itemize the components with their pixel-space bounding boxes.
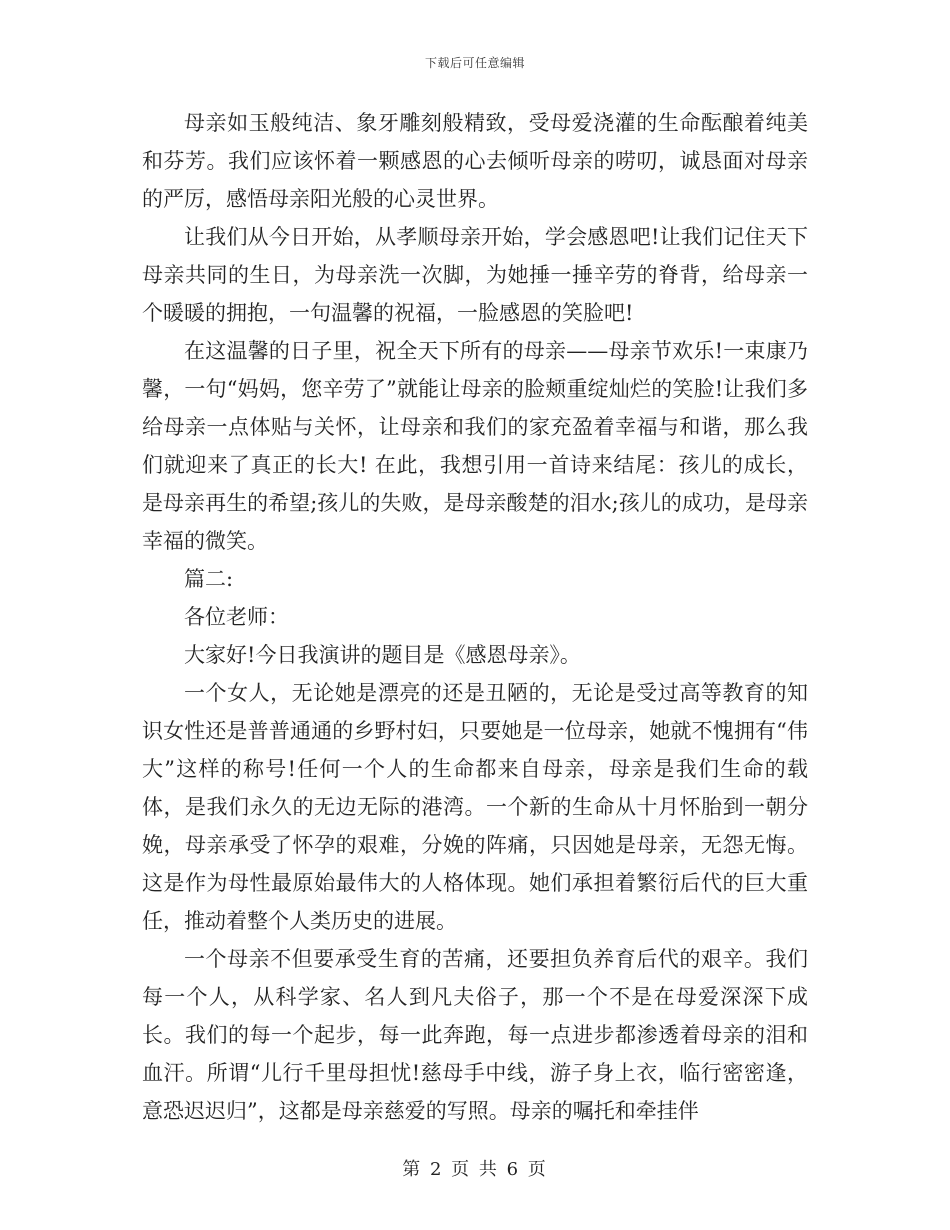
paragraph-8: 一个母亲不但要承受生育的苦痛，还要担负养育后代的艰辛。我们每一个人，从科学家、名人到凡夫俗子，那一个不是在母爱深深下成长。我们的每一个起步，每一此奔跑，每一点进步都渗透着母亲的泪和血汗。所谓“儿行千里母担忧!慈母手中线，游子身上衣，临行密密逢，意恐迟迟归”，这都是母亲慈爱的写照。母亲的嘱托和牵挂伴 [142, 947, 808, 1123]
paragraph-3: 在这温馨的日子里，祝全天下所有的母亲——母亲节欢乐!一束康乃馨，一句“妈妈，您辛劳了”就能让母亲的脸颊重绽灿烂的笑脸!让我们多给母亲一点体贴与关怀，让母亲和我们的家充盈着幸福与和谐，那么我们就迎来了真正的长大! 在此，我想引用一首诗来结尾：孩儿的成长，是母亲再生的希望;孩儿的失败，是母亲酸楚的泪水;孩儿的成功，是母亲幸福的微笑。 [142, 339, 808, 553]
speech-opening: 大家好!今日我演讲的题目是《感恩母亲》。 [184, 643, 581, 667]
paragraph-1: 母亲如玉般纯洁、象牙雕刻般精致，受母爱浇灌的生命酝酿着纯美和芬芳。我们应该怀着一颗感恩的心去倾听母亲的唠叨，诚恳面对母亲的严厉，感悟母亲阳光般的心灵世界。 [142, 111, 808, 211]
page-header: 下载后可任意编辑 [424, 56, 525, 70]
paragraph-7: 一个女人，无论她是漂亮的还是丑陋的，无论是受过高等教育的知识女性还是普普通通的乡野村妇，只要她是一位母亲，她就不愧拥有“伟大”这样的称号!任何一个人的生命都来自母亲，母亲是我们生命的载体，是我们永久的无边无际的港湾。一个新的生命从十月怀胎到一朝分娩，母亲承受了怀孕的艰难，分娩的阵痛，只因她是母亲，无怨无悔。这是作为母性最原始最伟大的人格体现。她们承担着繁衍后代的巨大重任，推动着整个人类历史的进展。 [142, 681, 808, 933]
paragraph-2: 让我们从今日开始，从孝顺母亲开始，学会感恩吧!让我们记住天下母亲共同的生日，为母亲洗一次脚，为她捶一捶辛劳的脊背，给母亲一个暖暖的拥抱，一句温馨的祝福，一脸感恩的笑脸吧! [142, 225, 808, 325]
salutation: 各位老师： [184, 605, 289, 629]
section-heading: 篇二: [184, 567, 234, 591]
document-body [142, 104, 808, 1130]
page-number: 第 2 页 共 6 页 [402, 1159, 548, 1180]
